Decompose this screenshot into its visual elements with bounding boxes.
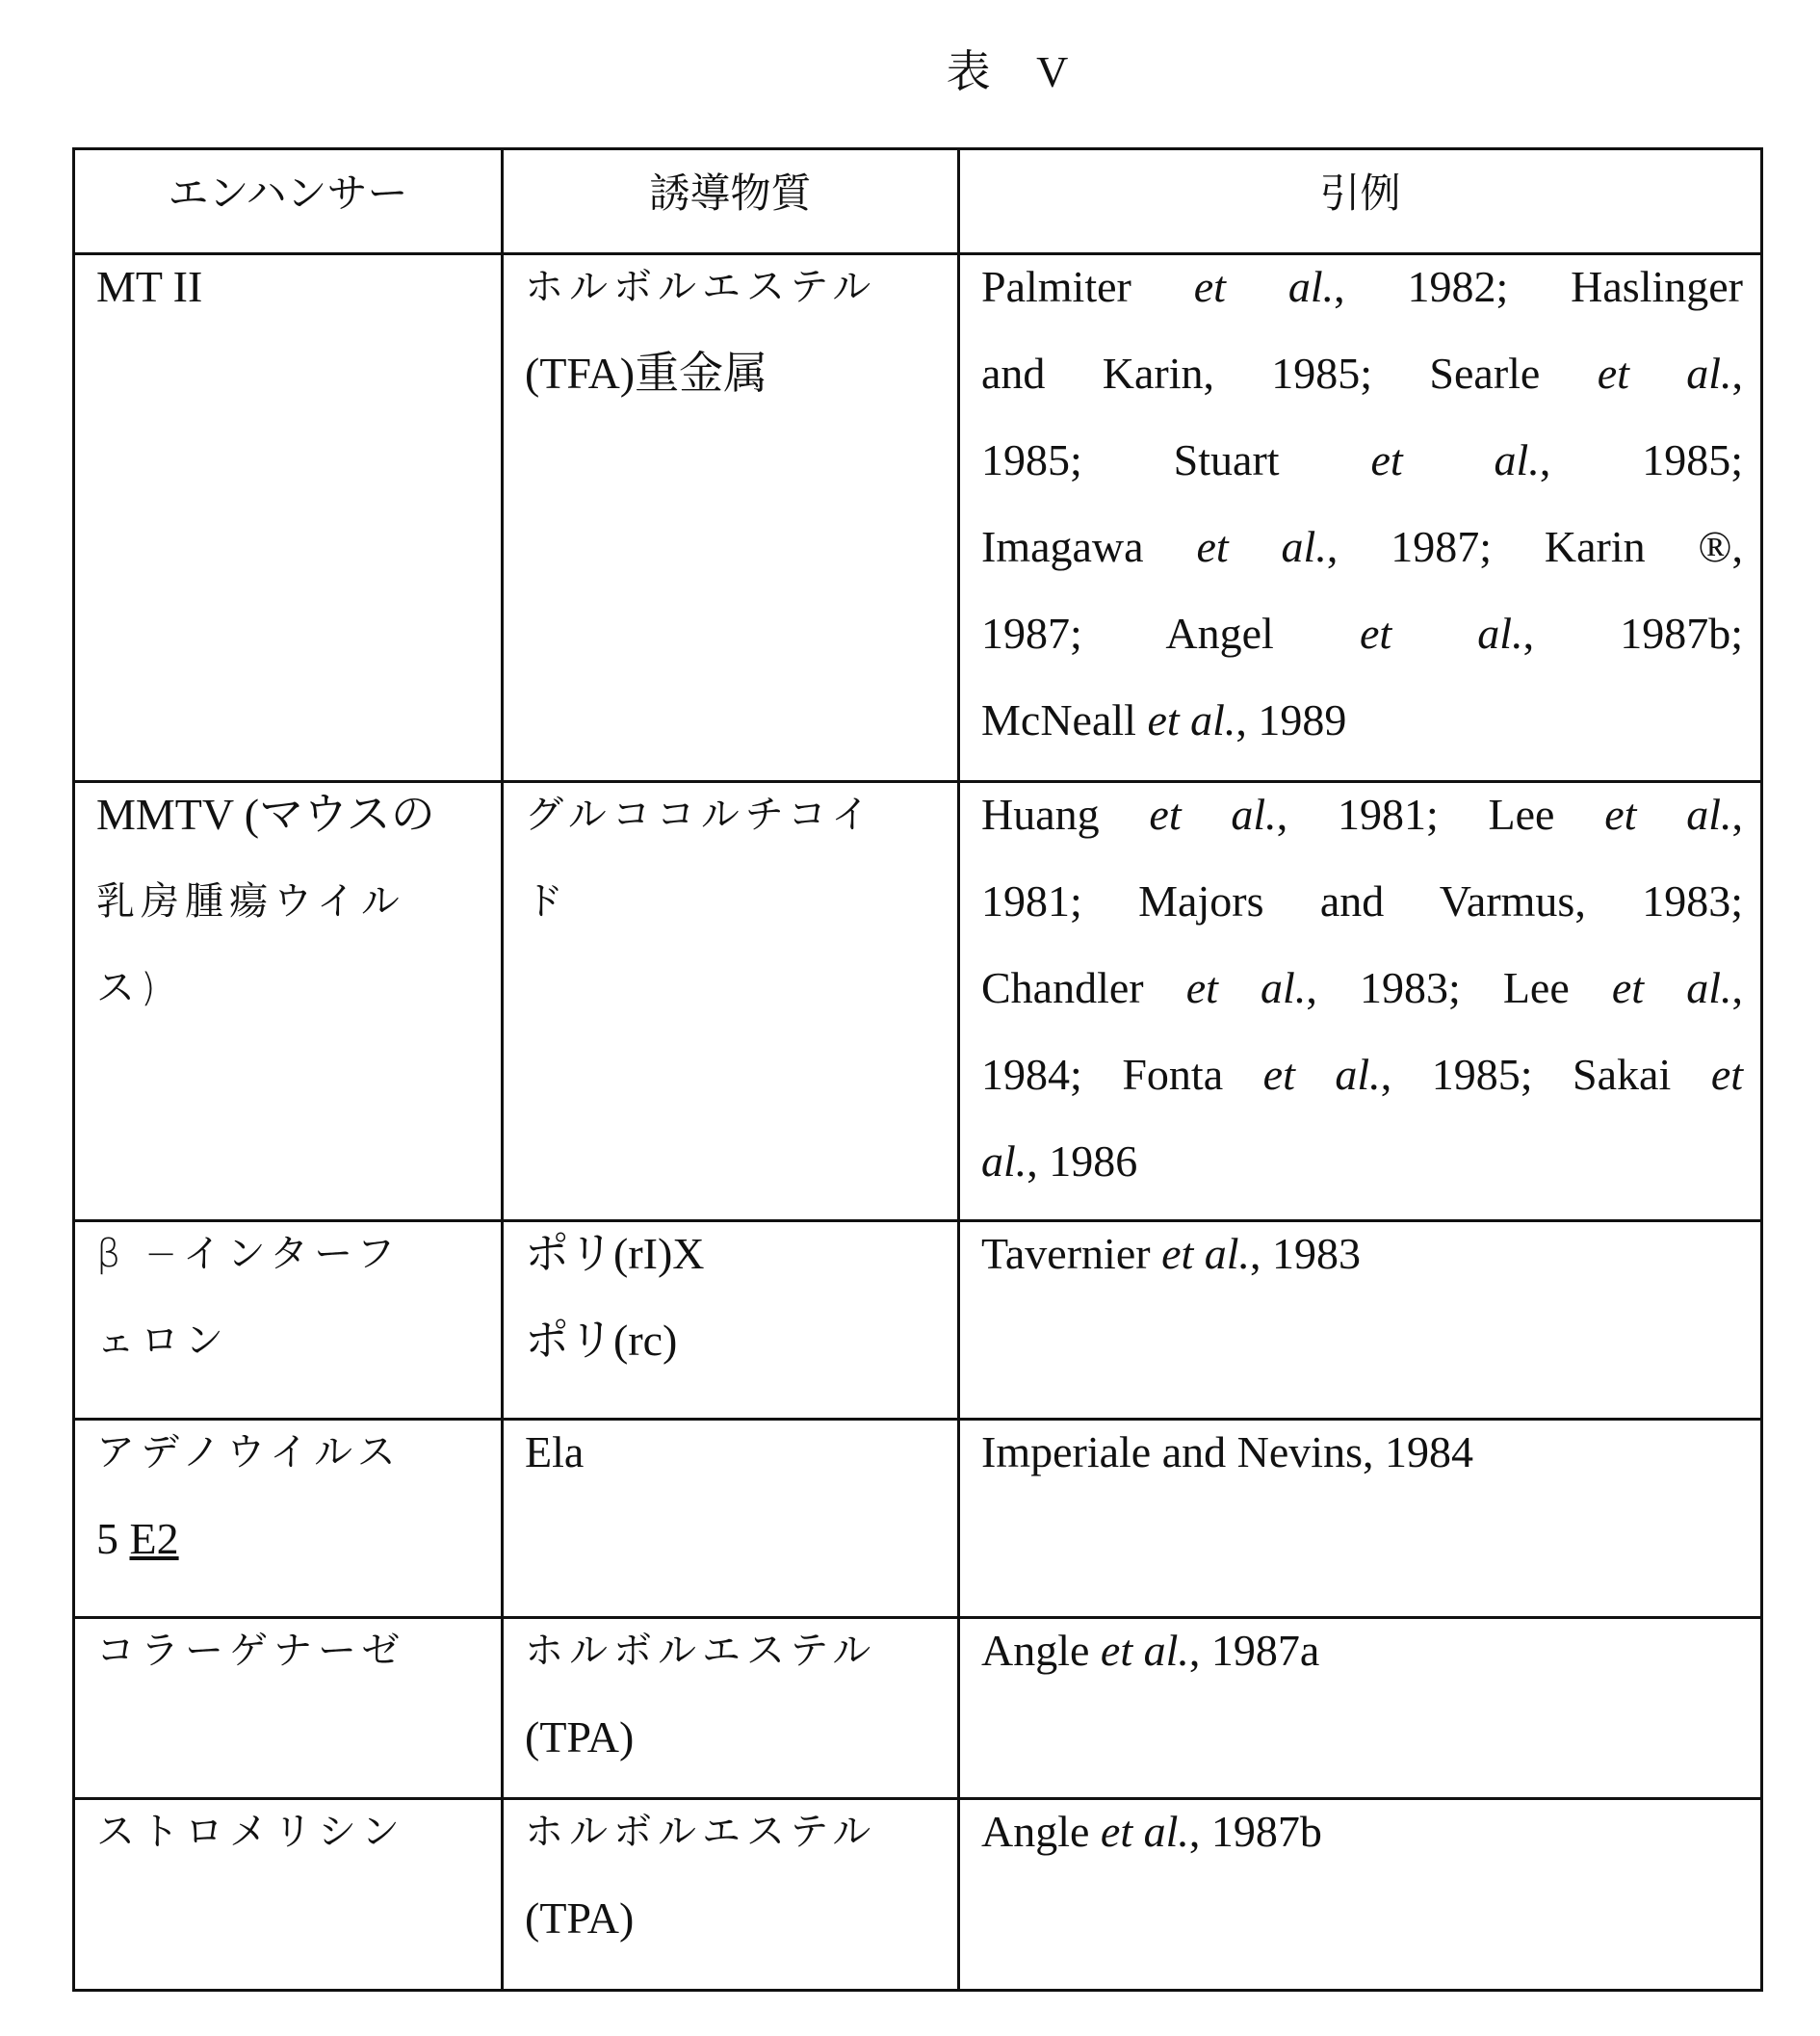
cell-inducer [503,1420,959,1618]
enhancer-table [72,147,1763,1992]
enhancer-text: MMTV (マウスの [96,790,435,839]
reference-text: Angle et al., 1987b [981,1807,1322,1856]
header-enhancer: エンハンサー [74,149,503,254]
cell-inducer [503,782,959,1221]
inducer-text: ホルボルエステル [525,1629,877,1673]
reference-text: Chandler et al., 1983; Lee et al., [981,963,1743,1012]
reference-text: and Karin, 1985; Searle et al., [981,349,1743,398]
cell-inducer [503,254,959,782]
enhancer-text: ストロメリシン [96,1810,405,1854]
inducer-text: Ela [525,1427,585,1476]
inducer-text: ポリ(rc) [525,1316,678,1365]
cell-enhancer [74,1618,503,1799]
enhancer-text: コラーゲナーゼ [96,1629,406,1673]
reference-text: al., 1986 [981,1136,1138,1186]
table-row [74,1420,1762,1618]
enhancer-text: β −インターフ [96,1232,402,1276]
enhancer-text: 乳房腫瘍ウイル [96,879,405,924]
cell-enhancer [74,1799,503,1991]
enhancer-text: MT II [96,262,203,311]
reference-text: 1981; Majors and Varmus, 1983; [981,876,1743,926]
cell-references [959,1799,1762,1991]
table-title: 表 V [946,47,1086,96]
cell-enhancer [74,782,503,1221]
inducer-text: グルココルチコイ [525,793,875,837]
cell-references [959,1221,1762,1420]
enhancer-text-underlined: 5 E2 [96,1514,179,1563]
reference-text: Tavernier et al., 1983 [981,1229,1362,1278]
reference-text: 1984; Fonta et al., 1985; Sakai et [981,1050,1744,1099]
inducer-text: (TPA) [525,1893,635,1943]
enhancer-text: ス) [96,966,162,1010]
reference-text: Angle et al., 1987a [981,1626,1320,1675]
reference-text: Huang et al., 1981; Lee et al., [981,790,1744,839]
reference-text: Palmiter et al., 1982; Haslinger [981,262,1744,311]
table-row [74,782,1762,1221]
inducer-text: (TFA)重金属 [525,349,768,398]
table-body [74,254,1762,1991]
cell-enhancer [74,1221,503,1420]
reference-text: Imagawa et al., 1987; Karin ®, [981,522,1743,571]
inducer-text: ド [525,879,569,924]
inducer-text: ホルボルエステル [525,265,877,309]
inducer-text: ポリ(rI)X [525,1229,705,1278]
inducer-text: (TPA) [525,1712,635,1762]
reference-text: Imperiale and Nevins, 1984 [981,1427,1473,1476]
cell-inducer [503,1618,959,1799]
cell-enhancer [74,254,503,782]
reference-text: 1985; Stuart et al., 1985; [981,435,1743,484]
cell-references [959,1420,1762,1618]
cell-references [959,782,1762,1221]
enhancer-text: アデノウイルス [96,1430,402,1475]
enhancer-text: ェロン [96,1318,229,1363]
reference-text: McNeall et al., 1989 [981,695,1347,744]
table-row [74,1799,1762,1991]
cell-references [959,254,1762,782]
cell-inducer [503,1221,959,1420]
table-row [74,1618,1762,1799]
table-row [74,254,1762,782]
table-header-row [74,149,1762,254]
cell-enhancer [74,1420,503,1618]
cell-inducer [503,1799,959,1991]
table-row [74,1221,1762,1420]
header-inducer: 誘導物質 [503,149,959,254]
reference-text: 1987; Angel et al., 1987b; [981,609,1743,658]
cell-references [959,1618,1762,1799]
inducer-text: ホルボルエステル [525,1810,877,1854]
header-references: 引例 [959,149,1762,254]
